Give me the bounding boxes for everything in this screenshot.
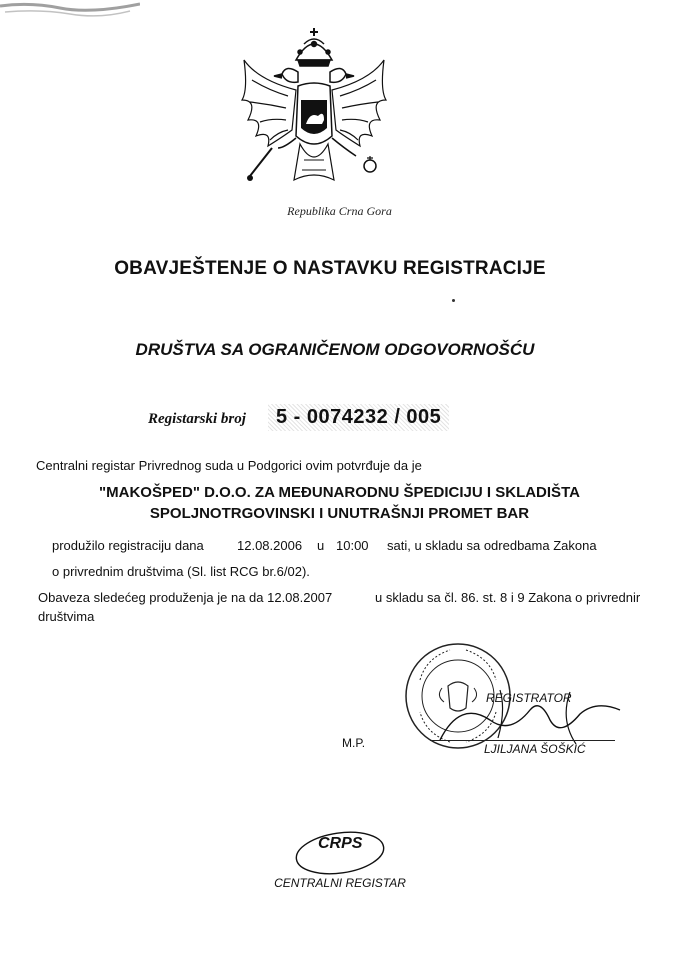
central-registry-label: CENTRALNI REGISTAR (274, 876, 406, 890)
next-renewal-end: društvima (38, 609, 95, 624)
signature-line (430, 740, 615, 741)
company-name-line2: SPOLJNOTRGOVINSKI I UNUTRAŠNJI PROMET BAR (149, 505, 530, 522)
scan-dot (452, 299, 455, 302)
company-name-line1: "MAKOŠPED" D.O.O. ZA MEĐUNARODNU ŠPEDICIJU I SKLADIŠTA (99, 484, 580, 501)
signer-name: LJILJANA ŠOŠKIĆ (484, 742, 586, 756)
registration-number: 5 - 0074232 / 005 (268, 404, 449, 431)
intro-text: Centralni registar Privrednog suda u Podgorici ovim potvrđuje da je (36, 458, 422, 473)
renewal-at: u (317, 538, 325, 553)
registration-label: Registarski broj (148, 411, 246, 427)
montenegro-coat-of-arms-icon (238, 20, 390, 210)
renewal-date: 12.08.2006 (237, 538, 303, 553)
crps-logo-text: CRPS (318, 835, 363, 852)
state-name: Republika Crna Gora (287, 204, 392, 218)
next-renewal-text: Obaveza sledećeg produženja je na da 12.08.2007 (38, 590, 333, 605)
scan-noise-mark (0, 0, 140, 22)
document-title: OBAVJEŠTENJE O NASTAVKU REGISTRACIJE (114, 258, 546, 279)
next-renewal-suffix: u skladu sa čl. 86. st. 8 i 9 Zakona o privrednir (375, 590, 641, 605)
renewal-time: 10:00 (336, 538, 369, 553)
renewal-suffix: sati, u skladu sa odredbama Zakona (387, 538, 597, 553)
document-subtitle: DRUŠTVA SA OGRANIČENOM ODGOVORNOŠĆU (135, 340, 535, 359)
law-reference: o privrednim društvima (Sl. list RCG br.6/02). (52, 564, 310, 579)
seal-label: M.P. (342, 736, 366, 750)
registrator-label: REGISTRATOR (486, 691, 572, 705)
renewal-prefix: produžilo registraciju dana (52, 538, 204, 553)
